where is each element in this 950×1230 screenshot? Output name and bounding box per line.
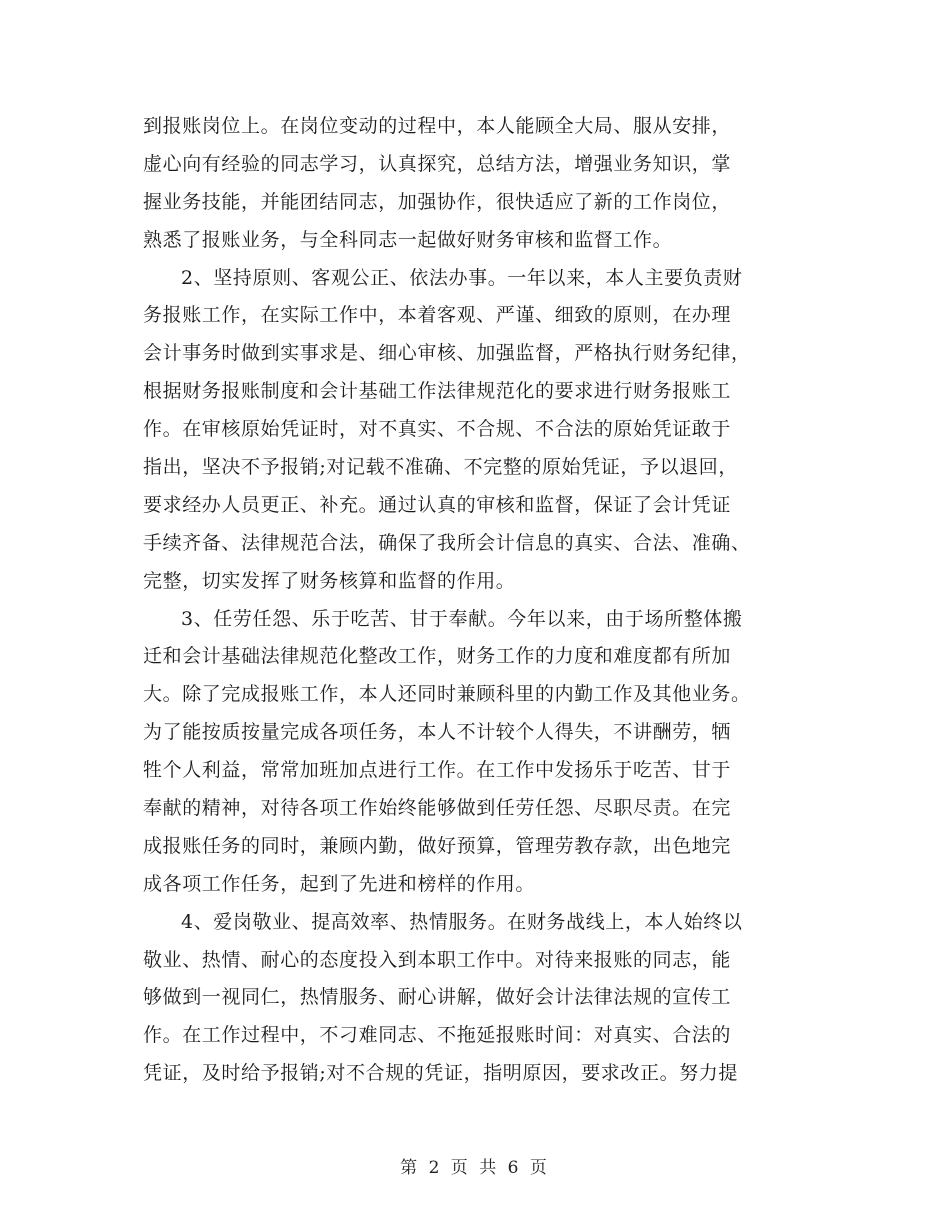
text-line: 手续齐备、法律规范合法，确保了我所会计信息的真实、合法、准确、 xyxy=(143,531,751,554)
text-line: 作。在审核原始凭证时，对不真实、不合规、不合法的原始凭证敢于 xyxy=(143,418,732,441)
text-line: 完整，切实发挥了财务核算和监督的作用。 xyxy=(143,569,516,592)
document-body xyxy=(143,108,813,1093)
text-line: 握业务技能，并能团结同志，加强协作，很快适应了新的工作岗位， xyxy=(143,190,732,213)
text-line: 成报账任务的同时，兼顾内勤，做好预算，管理劳教存款，出色地完 xyxy=(143,834,732,857)
text-line: 虚心向有经验的同志学习，认真探究，总结方法，增强业务知识，掌 xyxy=(143,152,732,175)
text-line: 够做到一视同仁，热情服务、耐心讲解，做好会计法律法规的宣传工 xyxy=(143,986,732,1009)
text-line: 根据财务报账制度和会计基础工作法律规范化的要求进行财务报账工 xyxy=(143,380,732,403)
text-line: 会计事务时做到实事求是、细心审核、加强监督，严格执行财务纪律， xyxy=(143,342,751,365)
text-line: 凭证，及时给予报销;对不合规的凭证，指明原因，要求改正。努力提 xyxy=(143,1062,739,1085)
text-line: 敬业、热情、耐心的态度投入到本职工作中。对待来报账的同志，能 xyxy=(143,948,732,971)
text-line: 3、任劳任怨、乐于吃苦、甘于奉献。今年以来，由于场所整体搬 xyxy=(181,607,743,630)
text-line: 成各项工作任务，起到了先进和榜样的作用。 xyxy=(143,872,536,895)
text-line: 奉献的精神，对待各项工作始终能够做到任劳任怨、尽职尽责。在完 xyxy=(143,797,732,820)
text-line: 为了能按质按量完成各项任务，本人不计较个人得失，不讲酬劳，牺 xyxy=(143,721,732,744)
text-line: 到报账岗位上。在岗位变动的过程中，本人能顾全大局、服从安排， xyxy=(143,115,732,137)
page-number-footer: 第 2 页 共 6 页 xyxy=(400,1158,550,1178)
text-line: 熟悉了报账业务，与全科同志一起做好财务审核和监督工作。 xyxy=(143,228,673,251)
text-line: 迁和会计基础法律规范化整改工作，财务工作的力度和难度都有所加 xyxy=(143,645,732,668)
text-line: 2、坚持原则、客观公正、依法办事。一年以来，本人主要负责财 xyxy=(181,266,743,289)
text-line: 作。在工作过程中，不刁难同志、不拖延报账时间：对真实、合法的 xyxy=(143,1024,732,1047)
text-line: 大。除了完成报账工作，本人还同时兼顾科里的内勤工作及其他业务。 xyxy=(143,683,751,706)
text-line: 指出，坚决不予报销;对记载不准确、不完整的原始凭证，予以退回， xyxy=(143,456,739,479)
text-line: 要求经办人员更正、补充。通过认真的审核和监督，保证了会计凭证 xyxy=(143,493,732,516)
text-line: 4、爱岗敬业、提高效率、热情服务。在财务战线上，本人始终以 xyxy=(181,910,743,933)
text-line: 务报账工作，在实际工作中，本着客观、严谨、细致的原则，在办理 xyxy=(143,304,732,327)
text-line: 牲个人利益，常常加班加点进行工作。在工作中发扬乐于吃苦、甘于 xyxy=(143,759,732,782)
